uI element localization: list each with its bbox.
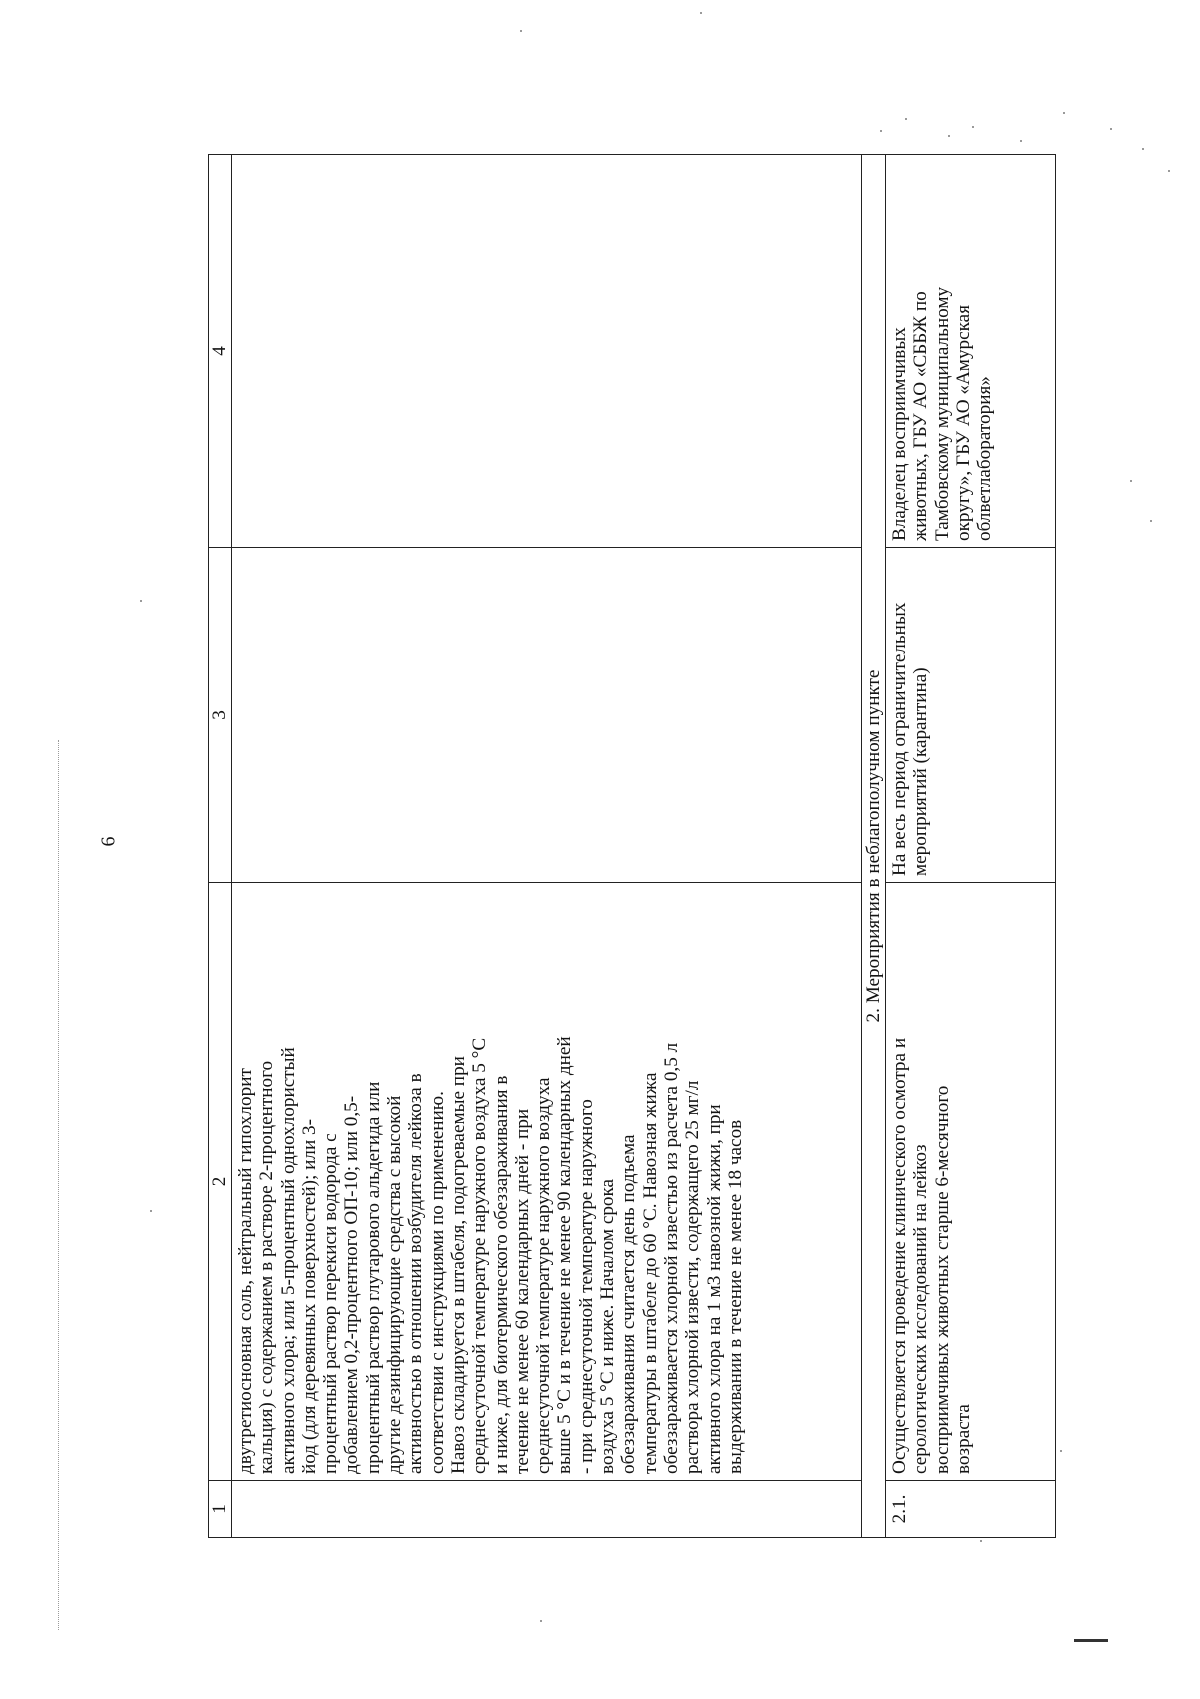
scan-margin-line [58,740,60,1630]
column-number: 3 [209,548,232,883]
table-row [886,155,1056,1538]
row-number-cell [232,1481,862,1538]
column-number-row [209,155,232,1538]
period-cell [232,548,862,883]
scan-speck [520,30,522,32]
scan-speck [905,118,907,120]
scan-speck [1060,1450,1062,1452]
row-number-cell: 2.1. [886,1481,1056,1538]
column-number: 1 [209,1481,232,1538]
measures-table-rotated [208,155,1056,1538]
scan-speck [540,1620,542,1622]
scan-speck [140,600,142,602]
scan-speck [948,135,950,137]
scan-speck [980,1540,982,1542]
column-number: 2 [209,883,232,1481]
scan-speck [700,12,702,14]
scan-speck [1150,520,1152,522]
scan-speck [1142,148,1144,150]
scan-speck [972,126,974,128]
measure-description-cell: Осуществляется проведение клинического осмотра и серологических исследований на лейкоз восприимчивых животных старше 6-месячного возраста [886,883,1056,1481]
measures-table [208,154,1056,1538]
section-heading-row [862,155,886,1538]
period-cell: На весь период ограничительных мероприятий (карантина) [886,548,1056,883]
section-title: 2. Мероприятия в неблагополучном пункте [862,155,886,1538]
scan-speck [150,1210,152,1212]
column-number: 4 [209,155,232,548]
scan-speck [1020,140,1022,142]
scan-speck [1063,112,1065,114]
responsible-cell: Владелец восприимчивых животных, ГБУ АО «СББЖ по Тамбовскому муниципальному округу», ГБУ АО «Амурская облветлаборатория» [886,155,1056,548]
scan-mark [1074,1639,1108,1642]
responsible-cell [232,155,862,548]
table-row-continuation [232,155,862,1538]
page-number: 6 [97,836,120,847]
scan-speck [1168,170,1170,172]
scan-speck [880,130,882,132]
measure-description-cell: двутретиосновная соль, нейтральный гипохлорит кальция) с содержанием в растворе 2-процентного активного хлора; или 5-процентный однохлористый йод (для деревянных поверхностей); или 3- процентный раствор перекиси водорода с добавлением 0,2-процентного ОП-10; или 0,5- процентный раствор глутарового альдегида или другие дезинфицирующие средства с высокой активностью в отношении возбудителя лейкоза в соответствии с инструкциями по применению. Навоз складируется в штабеля, подогреваемые при среднесуточной температуре наружного воздуха 5 °С и ниже, для биотермического обеззараживания в течение не менее 60 календарных дней - при среднесуточной температуре наружного воздуха выше 5 °С и в течение не менее 90 календарных дней - при среднесуточной температуре наружного воздуха 5 °С и ниже. Началом срока обеззараживания считается день подъема температуры в штабеле до 60 °С. Навозная жижа обеззараживается хлорной известью из расчета 0,5 л раствора хлорной извести, содержащего 25 мг/л активного хлора на 1 м3 навозной жижи, при выдерживании в течение не менее 18 часов [232,883,862,1481]
scan-speck [1130,480,1132,482]
scan-speck [1110,128,1112,130]
